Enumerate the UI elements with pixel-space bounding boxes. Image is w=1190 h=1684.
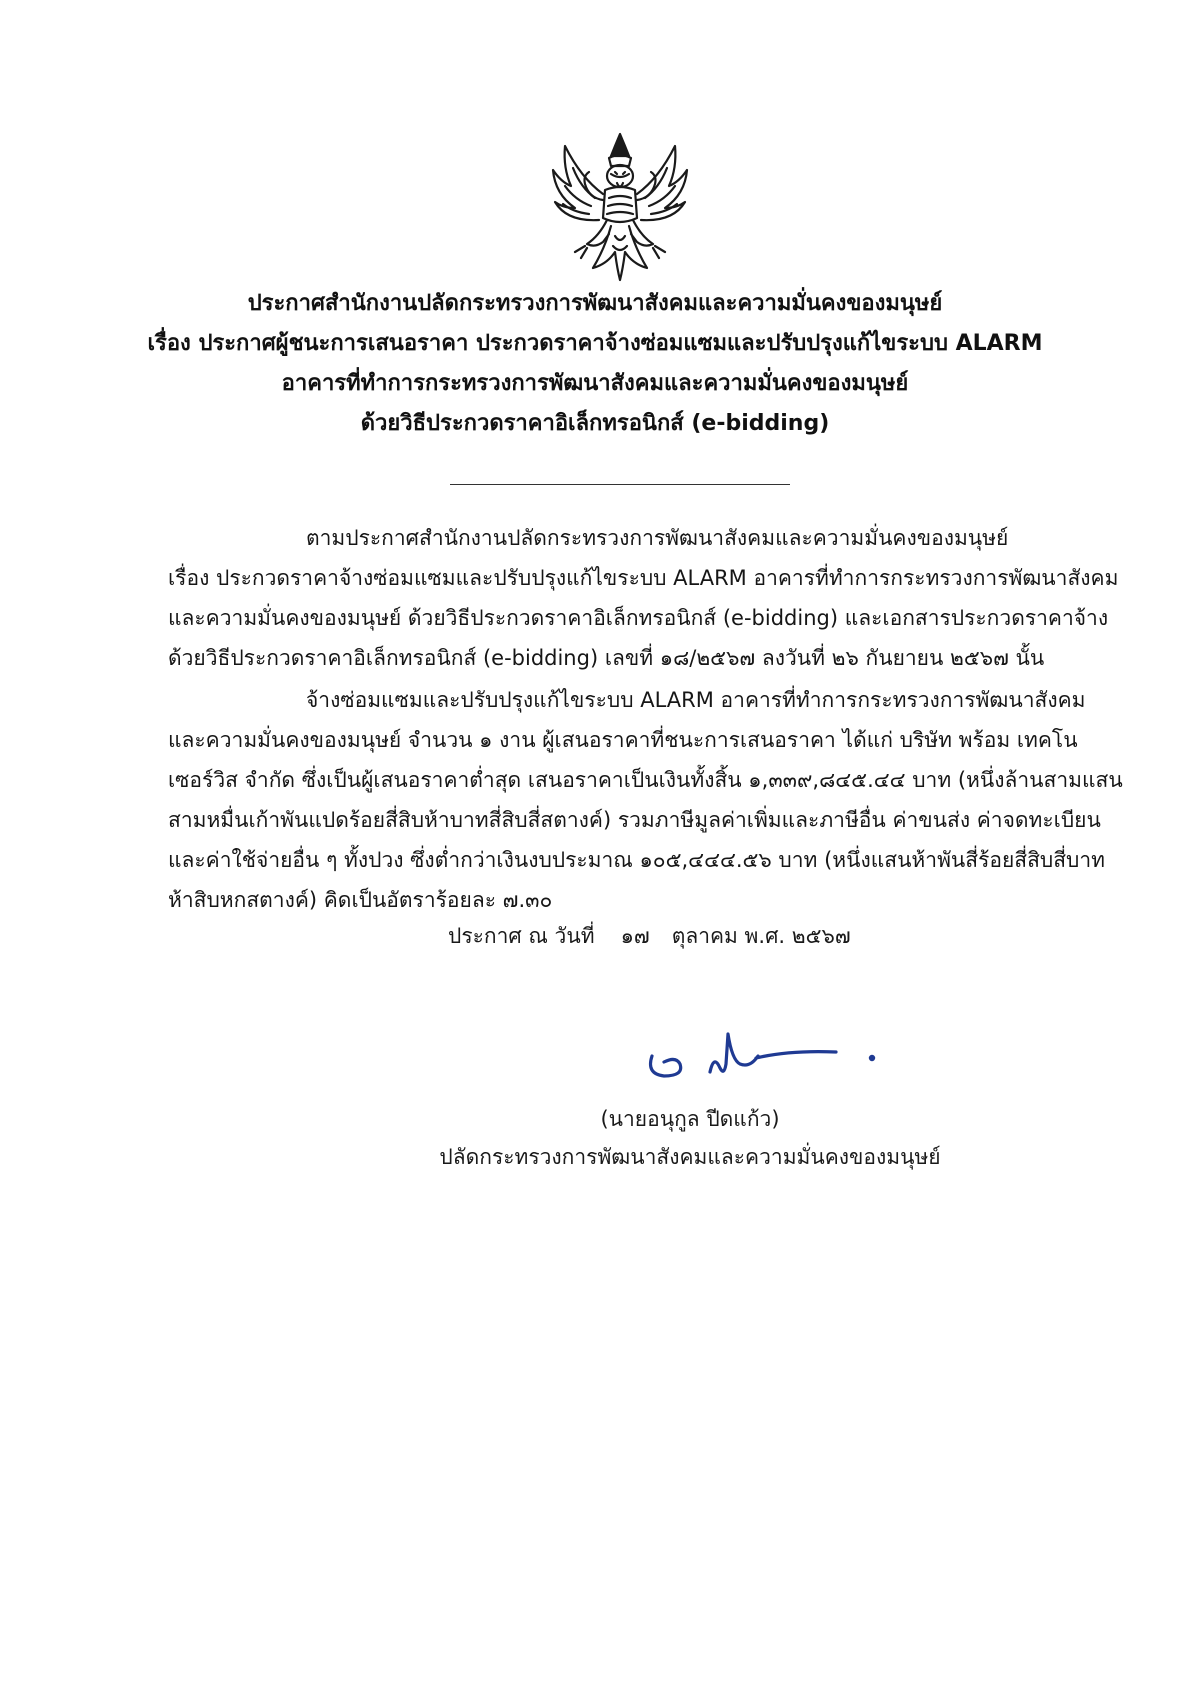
paragraph-line: ด้วยวิธีประกวดราคาอิเล็กทรอนิกส์ (e-bidding) เลขที่ ๑๘/๒๕๖๗ ลงวันที่ ๒๖ กันยายน ๒๕๖๗ นั้น [168, 646, 1045, 670]
handwritten-signature-icon [640, 1020, 890, 1092]
announcement-date [448, 916, 851, 956]
paragraph-line: เซอร์วิส จำกัด ซึ่งเป็นผู้เสนอราคาต่ำสุด เสนอราคาเป็นเงินทั้งสิ้น ๑,๓๓๙,๘๔๕.๔๔ บาท (หนึ่งล้านสามแสน [168, 768, 1123, 792]
paragraph-line: ห้าสิบหกสตางค์) คิดเป็นอัตราร้อยละ ๗.๓๐ [168, 888, 553, 912]
paragraph-line: ตามประกาศสำนักงานปลัดกระทรวงการพัฒนาสังคมและความมั่นคงของมนุษย์ [306, 526, 1009, 550]
paragraph-reference [168, 518, 1119, 678]
paragraph-line: จ้างซ่อมแซมและปรับปรุงแก้ไขระบบ ALARM อาคารที่ทำการกระทรวงการพัฒนาสังคม [306, 688, 1086, 712]
signer-title: ปลัดกระทรวงการพัฒนาสังคมและความมั่นคงของมนุษย์ [439, 1145, 941, 1169]
date-prefix: ประกาศ ณ วันที่ [448, 924, 595, 948]
garuda-emblem-icon [545, 128, 695, 286]
date-month-year: ตุลาคม พ.ศ. ๒๕๖๗ [671, 924, 851, 948]
document-heading [120, 284, 1070, 444]
heading-line-1: ประกาศสำนักงานปลัดกระทรวงการพัฒนาสังคมและความมั่นคงของมนุษย์ [247, 291, 943, 316]
paragraph-line: และความมั่นคงของมนุษย์ ด้วยวิธีประกวดราคาอิเล็กทรอนิกส์ (e-bidding) และเอกสารประกวดราคาจ้าง [168, 606, 1109, 630]
paragraph-line: และค่าใช้จ่ายอื่น ๆ ทั้งปวง ซึ่งต่ำกว่าเงินงบประมาณ ๑๐๕,๔๔๔.๕๖ บาท (หนึ่งแสนห้าพันสี่ร้อยสี่สิบสี่บาท [168, 848, 1106, 872]
paragraph-line: เรื่อง ประกวดราคาจ้างซ่อมแซมและปรับปรุงแก้ไขระบบ ALARM อาคารที่ทำการกระทรวงการพัฒนาสังคม [168, 566, 1119, 590]
paragraph-line: สามหมื่นเก้าพันแปดร้อยสี่สิบห้าบาทสี่สิบสี่สตางค์) รวมภาษีมูลค่าเพิ่มและภาษีอื่น ค่าขนส่ง ค่าจดทะเบียน [168, 808, 1101, 832]
heading-line-3: อาคารที่ทำการกระทรวงการพัฒนาสังคมและความมั่นคงของมนุษย์ [281, 371, 909, 396]
signer-block [430, 1100, 950, 1176]
paragraph-award [168, 680, 1123, 920]
heading-divider [450, 484, 790, 485]
paragraph-line: และความมั่นคงของมนุษย์ จำนวน ๑ งาน ผู้เสนอราคาที่ชนะการเสนอราคา ได้แก่ บริษัท พร้อม เทคโน [168, 728, 1078, 752]
date-day: ๑๗ [620, 924, 650, 948]
signer-name: (นายอนุกูล ปีดแก้ว) [600, 1107, 780, 1131]
heading-subject: เรื่อง ประกาศผู้ชนะการเสนอราคา ประกวดราคาจ้างซ่อมแซมและปรับปรุงแก้ไขระบบ ALARM [147, 331, 1043, 356]
heading-line-4: ด้วยวิธีประกวดราคาอิเล็กทรอนิกส์ (e-bidding) [360, 411, 830, 436]
